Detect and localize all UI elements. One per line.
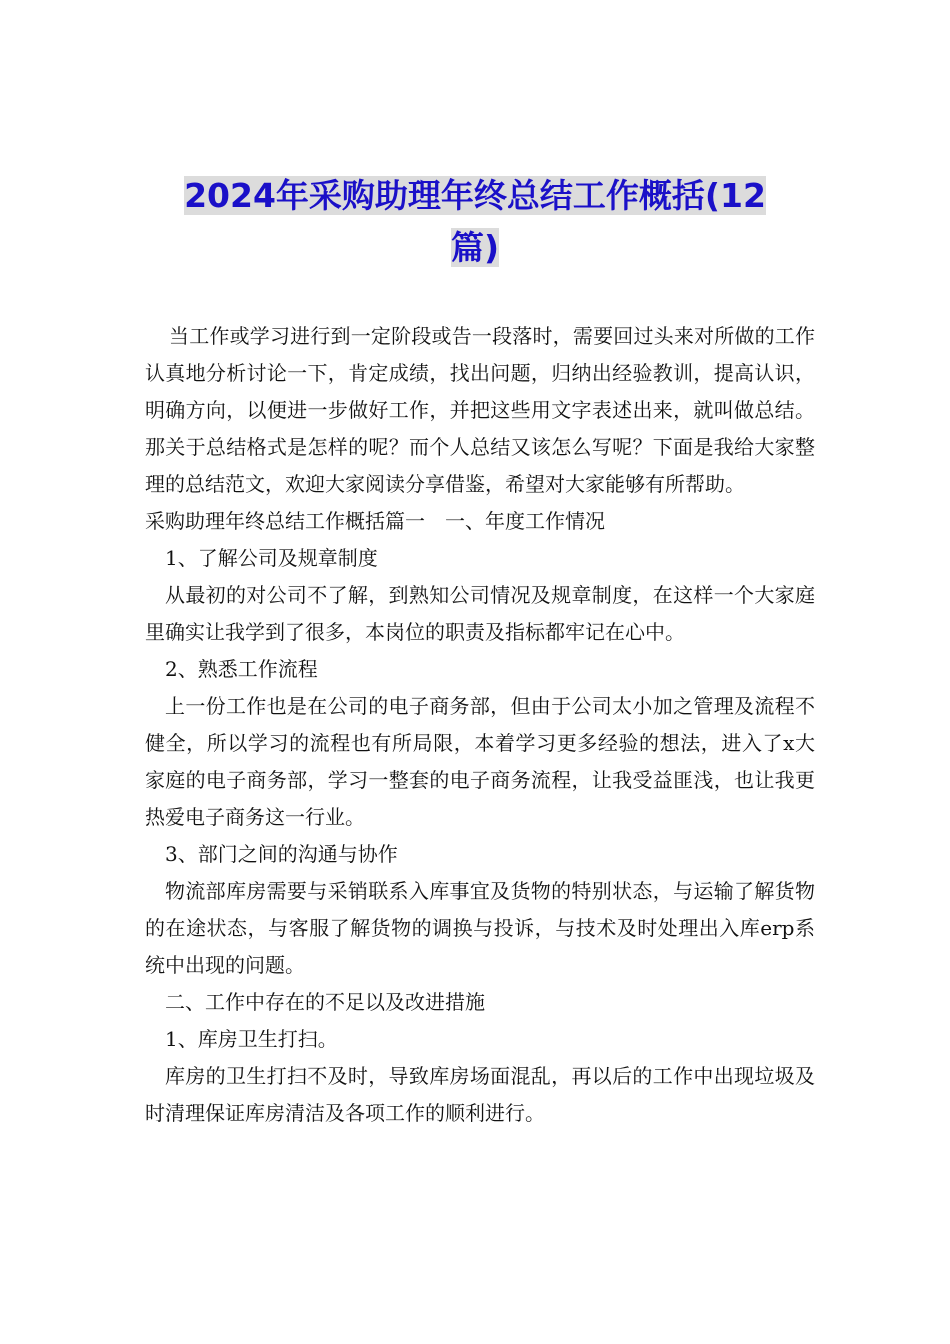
title-line-2: 篇) xyxy=(450,228,500,267)
intro-paragraph: 当工作或学习进行到一定阶段或告一段落时，需要回过头来对所做的工作认真地分析讨论一下，肯定成绩，找出问题，归纳出经验教训，提高认识，明确方向，以便进一步做好工作，并把这些用文字表述出来，就叫做总结。那关于总结格式是怎样的呢？而个人总结又该怎么写呢？下面是我给大家整理的总结范文，欢迎大家阅读分享借鉴，希望对大家能够有所帮助。 xyxy=(145,324,815,496)
section-heading: 采购助理年终总结工作概括篇一 一、年度工作情况 xyxy=(145,509,605,533)
section-heading-2: 二、工作中存在的不足以及改进措施 xyxy=(165,990,485,1014)
document-title xyxy=(120,170,830,274)
paragraph-3: 物流部库房需要与采销联系入库事宜及货物的特别状态，与运输了解货物的在途状态，与客服了解货物的调换与投诉，与技术及时处理出入库erp系统中出现的问题。 xyxy=(145,879,815,977)
subheading-4: 1、库房卫生打扫。 xyxy=(165,1027,338,1051)
paragraph-2: 上一份工作也是在公司的电子商务部，但由于公司太小加之管理及流程不健全，所以学习的流程也有所局限，本着学习更多经验的想法，进入了x大家庭的电子商务部，学习一整套的电子商务流程，让我受益匪浅，也让我更热爱电子商务这一行业。 xyxy=(145,694,815,829)
paragraph-1: 从最初的对公司不了解，到熟知公司情况及规章制度，在这样一个大家庭里确实让我学到了很多，本岗位的职责及指标都牢记在心中。 xyxy=(145,583,815,644)
paragraph-4: 库房的卫生打扫不及时，导致库房场面混乱，再以后的工作中出现垃圾及时清理保证库房清洁及各项工作的顺利进行。 xyxy=(145,1064,815,1125)
subheading-2: 2、熟悉工作流程 xyxy=(165,657,318,681)
subheading-3: 3、部门之间的沟通与协作 xyxy=(165,842,398,866)
subheading-1: 1、了解公司及规章制度 xyxy=(165,546,378,570)
document-body xyxy=(145,318,815,1132)
title-line-1: 2024年采购助理年终总结工作概括(12 xyxy=(184,176,766,215)
